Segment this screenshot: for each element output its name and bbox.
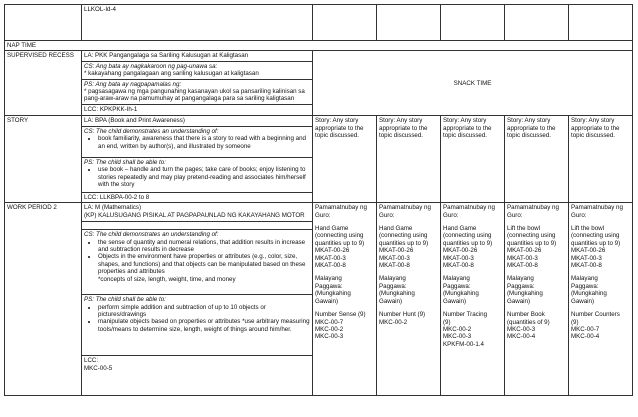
activity-line: Malayang [571, 275, 598, 283]
activity-line: (connecting using [315, 232, 364, 240]
activity-line: MKC-00-3 [315, 333, 344, 341]
work-cs-item: • Objects in the environment have properties or attributes (e.g., color, size, shapes, and functions) and that objects can be manipulated based on these properties and attributes [98, 253, 310, 275]
activity-line: MKC-00-4 [571, 333, 600, 341]
activity-line: MKC-00-3 [443, 333, 472, 341]
story-day-2: Story: Any story appropriate to the topic discussed. [377, 116, 441, 203]
activity-line: (Mungkahing [443, 290, 479, 298]
activity-line: Lift the bowl [507, 225, 541, 233]
activity-line: Malayang [379, 275, 406, 283]
lesson-plan-table [4, 4, 633, 396]
activity-line: (connecting using [443, 232, 492, 240]
work-period-content [82, 203, 313, 396]
activity-line: MKC-00-7 [315, 318, 344, 326]
guro-heading: Pamamatnubay ng Guro: [507, 204, 559, 219]
story-content [82, 116, 313, 203]
work-cs-extra: *concepts of size, length, weight, time, and money [98, 275, 236, 283]
snack-time-label: SNACK TIME [453, 79, 492, 87]
activity-line: MKC-00-4 [507, 333, 536, 341]
story-ps-item: • use book – handle and turn the pages; take care of books; enjoy listening to stories repeatedly and may play pretend-reading and associates him/herself with the story [98, 166, 310, 188]
activity-line: MKAT-00-8 [379, 262, 410, 270]
activity-line: (Mungkahing [379, 290, 415, 298]
activity-line: (connecting using [571, 232, 620, 240]
activity-line: Gawain) [571, 297, 595, 305]
guro-heading: Pamamatnubay ng Guro: [571, 204, 623, 219]
activity-line: Lift the bowl [571, 225, 605, 233]
top-code-cell [82, 5, 313, 41]
activity-line: MKAT-00-26 [379, 247, 414, 255]
story-row [5, 116, 633, 203]
activity-line: quantities up to 9) [379, 239, 429, 247]
activity-line: Gawain) [379, 297, 403, 305]
supervised-recess-row [5, 51, 633, 116]
work-day-5 [569, 203, 633, 396]
lesson-plan-page [4, 4, 632, 406]
activity-line: Paggawa: [443, 282, 471, 290]
nap-time-label: NAP TIME [7, 42, 36, 49]
story-day-5: Story: Any story appropriate to the topic discussed. [569, 116, 633, 203]
story-label: STORY [5, 116, 82, 203]
activity-line: Number Tracing [443, 311, 488, 319]
activity-line: quantities up to 9) [315, 239, 365, 247]
activity-line: (Mungkahing [507, 290, 543, 298]
activity-line: Number Counters [571, 311, 620, 319]
activity-line: quantities up to 9) [443, 239, 493, 247]
activity-line: MKAT-00-3 [315, 254, 346, 262]
activity-line: MKAT-00-26 [507, 247, 542, 255]
activity-line: Malayang [507, 275, 534, 283]
activity-line: quantities up to 9) [571, 239, 621, 247]
activity-line: MKAT-00-8 [443, 262, 474, 270]
story-day-4: Story: Any story appropriate to the topic discussed. [505, 116, 569, 203]
story-ps: PS: The child shall be able to: • use book – handle and turn the pages; take care of books; enjoy listening to stories repeatedly and may play pretend-reading and associates him/herself with the story [82, 158, 312, 193]
activity-line: Number Book [507, 311, 545, 319]
story-day-1: Story: Any story appropriate to the topic discussed. [313, 116, 377, 203]
activity-line: Hand Game [379, 225, 413, 233]
activity-line: Number Sense (9) [315, 311, 366, 319]
activity-line: Hand Game [315, 225, 349, 233]
work-day-1 [313, 203, 377, 396]
activity-line: MKC-00-2 [443, 325, 472, 333]
activity-line: MKAT-00-3 [507, 254, 538, 262]
activity-line: (Mungkahing [571, 290, 607, 298]
story-cs: CS: The child demonstrates an understanding of: • book familiarity, awareness that there is a story to read with a beginning and an end, written by author(s), and illustrated by someone [82, 127, 312, 158]
recess-ps: PS: Ang bata ay nagpapamalas ng: * pagsasagawa ng mga pangunahing kasanayan ukol sa pansariling kalinisan sa pang-araw-araw na pamumuhay at pangangalaga para sa sariling kaligtasan [82, 80, 312, 105]
work-period-row [5, 203, 633, 396]
activity-line: (connecting using [379, 232, 428, 240]
activity-line: KPKFM-00-1.4 [443, 340, 484, 348]
story-la: LA: BPA (Book and Print Awareness) [82, 116, 312, 126]
work-la: LA: M (Mathematics) (KP) KALUSUGANG PISIKAL AT PAGPAPAUNLAD NG KAKAYAHANG MOTOR [82, 203, 312, 222]
story-cs-item: • book familiarity, awareness that there is a story to read with a beginning and an end, written by author(s), and illustrated by someone [98, 135, 310, 150]
activity-line: MKAT-00-3 [443, 254, 474, 262]
work-cs: CS: The child demonstrates an understanding of: • the sense of quantity and numeral relations, that addition results in increase and subtraction results in decrease • Objects in the environment have properties or attributes (e.g., color, size, shapes, and functions) and that objects can be manipulated based on these properties and attributes *concepts of size, length, weight, time, and money [82, 230, 312, 295]
activity-line: Number Hunt (9) [379, 311, 426, 319]
nap-time-row [5, 41, 633, 51]
activity-line: Paggawa: [315, 282, 343, 290]
work-lcc: LCC: MKC-00-5 [84, 357, 113, 372]
work-day-4 [505, 203, 569, 396]
activity-line: Paggawa: [571, 282, 599, 290]
top-code: LLKOL-Id-4 [84, 6, 116, 13]
guro-heading: Pamamatnubay ng Guro: [379, 204, 431, 219]
activity-line: Paggawa: [507, 282, 535, 290]
story-lcc: LCC: LLKBPA-00-2 to 8 [84, 193, 150, 201]
activity-line: Gawain) [507, 297, 531, 305]
activity-line: MKC-00-2 [379, 318, 408, 326]
activity-line: (quantities of 9) [507, 318, 550, 326]
activity-line: MKAT-00-26 [315, 247, 350, 255]
activity-line: MKAT-00-26 [443, 247, 478, 255]
recess-la: LA: PKK Pangangalaga sa Sariling Kalusugan at Kaligtasan [82, 51, 312, 61]
activity-line: MKC-00-7 [571, 325, 600, 333]
activity-line: (9) [571, 318, 579, 326]
activity-line: Paggawa: [379, 282, 407, 290]
activity-line: MKAT-00-3 [571, 254, 602, 262]
activity-line: Hand Game [443, 225, 477, 233]
work-cs-item: • the sense of quantity and numeral relations, that addition results in increase and subtraction results in decrease [98, 239, 310, 254]
supervised-recess-label: SUPERVISED RECESS [5, 51, 82, 116]
activity-line: MKAT-00-26 [571, 247, 606, 255]
guro-heading: Pamamatnubay ng Guro: [443, 204, 495, 219]
activity-line: MKAT-00-3 [379, 254, 410, 262]
nap-time-cell [5, 41, 633, 51]
snack-time-cell [313, 51, 633, 116]
top-label-cell [5, 5, 82, 41]
recess-cs: CS: Ang bata ay nagkakaroon ng pag-unawa sa: * kakayahang pangalagaan ang sariling kalusugan at kaligtasan [82, 62, 312, 80]
activity-line: (connecting using [507, 232, 556, 240]
recess-lcc: LCC: KPKPKK-Ih-1 [84, 105, 138, 113]
activity-line: (Mungkahing [315, 290, 351, 298]
story-day-3: Story: Any story appropriate to the topic discussed. [441, 116, 505, 203]
activity-line: (9) [443, 318, 451, 326]
supervised-recess-content [82, 51, 313, 116]
activity-line: MKAT-00-8 [315, 262, 346, 270]
activity-line: MKC-00-2 [315, 325, 344, 333]
activity-line: quantities up to 9) [507, 239, 557, 247]
work-period-label: WORK PERIOD 2 [5, 203, 82, 396]
activity-line: Gawain) [443, 297, 467, 305]
activity-line: Malayang [443, 275, 470, 283]
activity-line: MKAT-00-8 [507, 262, 538, 270]
work-day-3 [441, 203, 505, 396]
work-day-2 [377, 203, 441, 396]
work-ps-item: • perform simple addition and subtraction of up to 10 objects or pictures/drawings [98, 304, 310, 319]
activity-line: Gawain) [315, 297, 339, 305]
work-ps: PS: The child shall be able to: • perform simple addition and subtraction of up to 10 objects or pictures/drawings • manipulate objects based on properties or attributes *use arbitrary measuring tools/means to determine size, length, weight of things around him/her. [82, 295, 312, 356]
guro-heading: Pamamatnubay ng Guro: [315, 204, 367, 219]
activity-line: MKAT-00-8 [571, 262, 602, 270]
activity-line: Malayang [315, 275, 342, 283]
activity-line: MKC-00-3 [507, 325, 536, 333]
top-row [5, 5, 633, 41]
work-ps-item: • manipulate objects based on properties or attributes *use arbitrary measuring tools/means to determine size, length, weight of things around him/her. [98, 318, 310, 333]
